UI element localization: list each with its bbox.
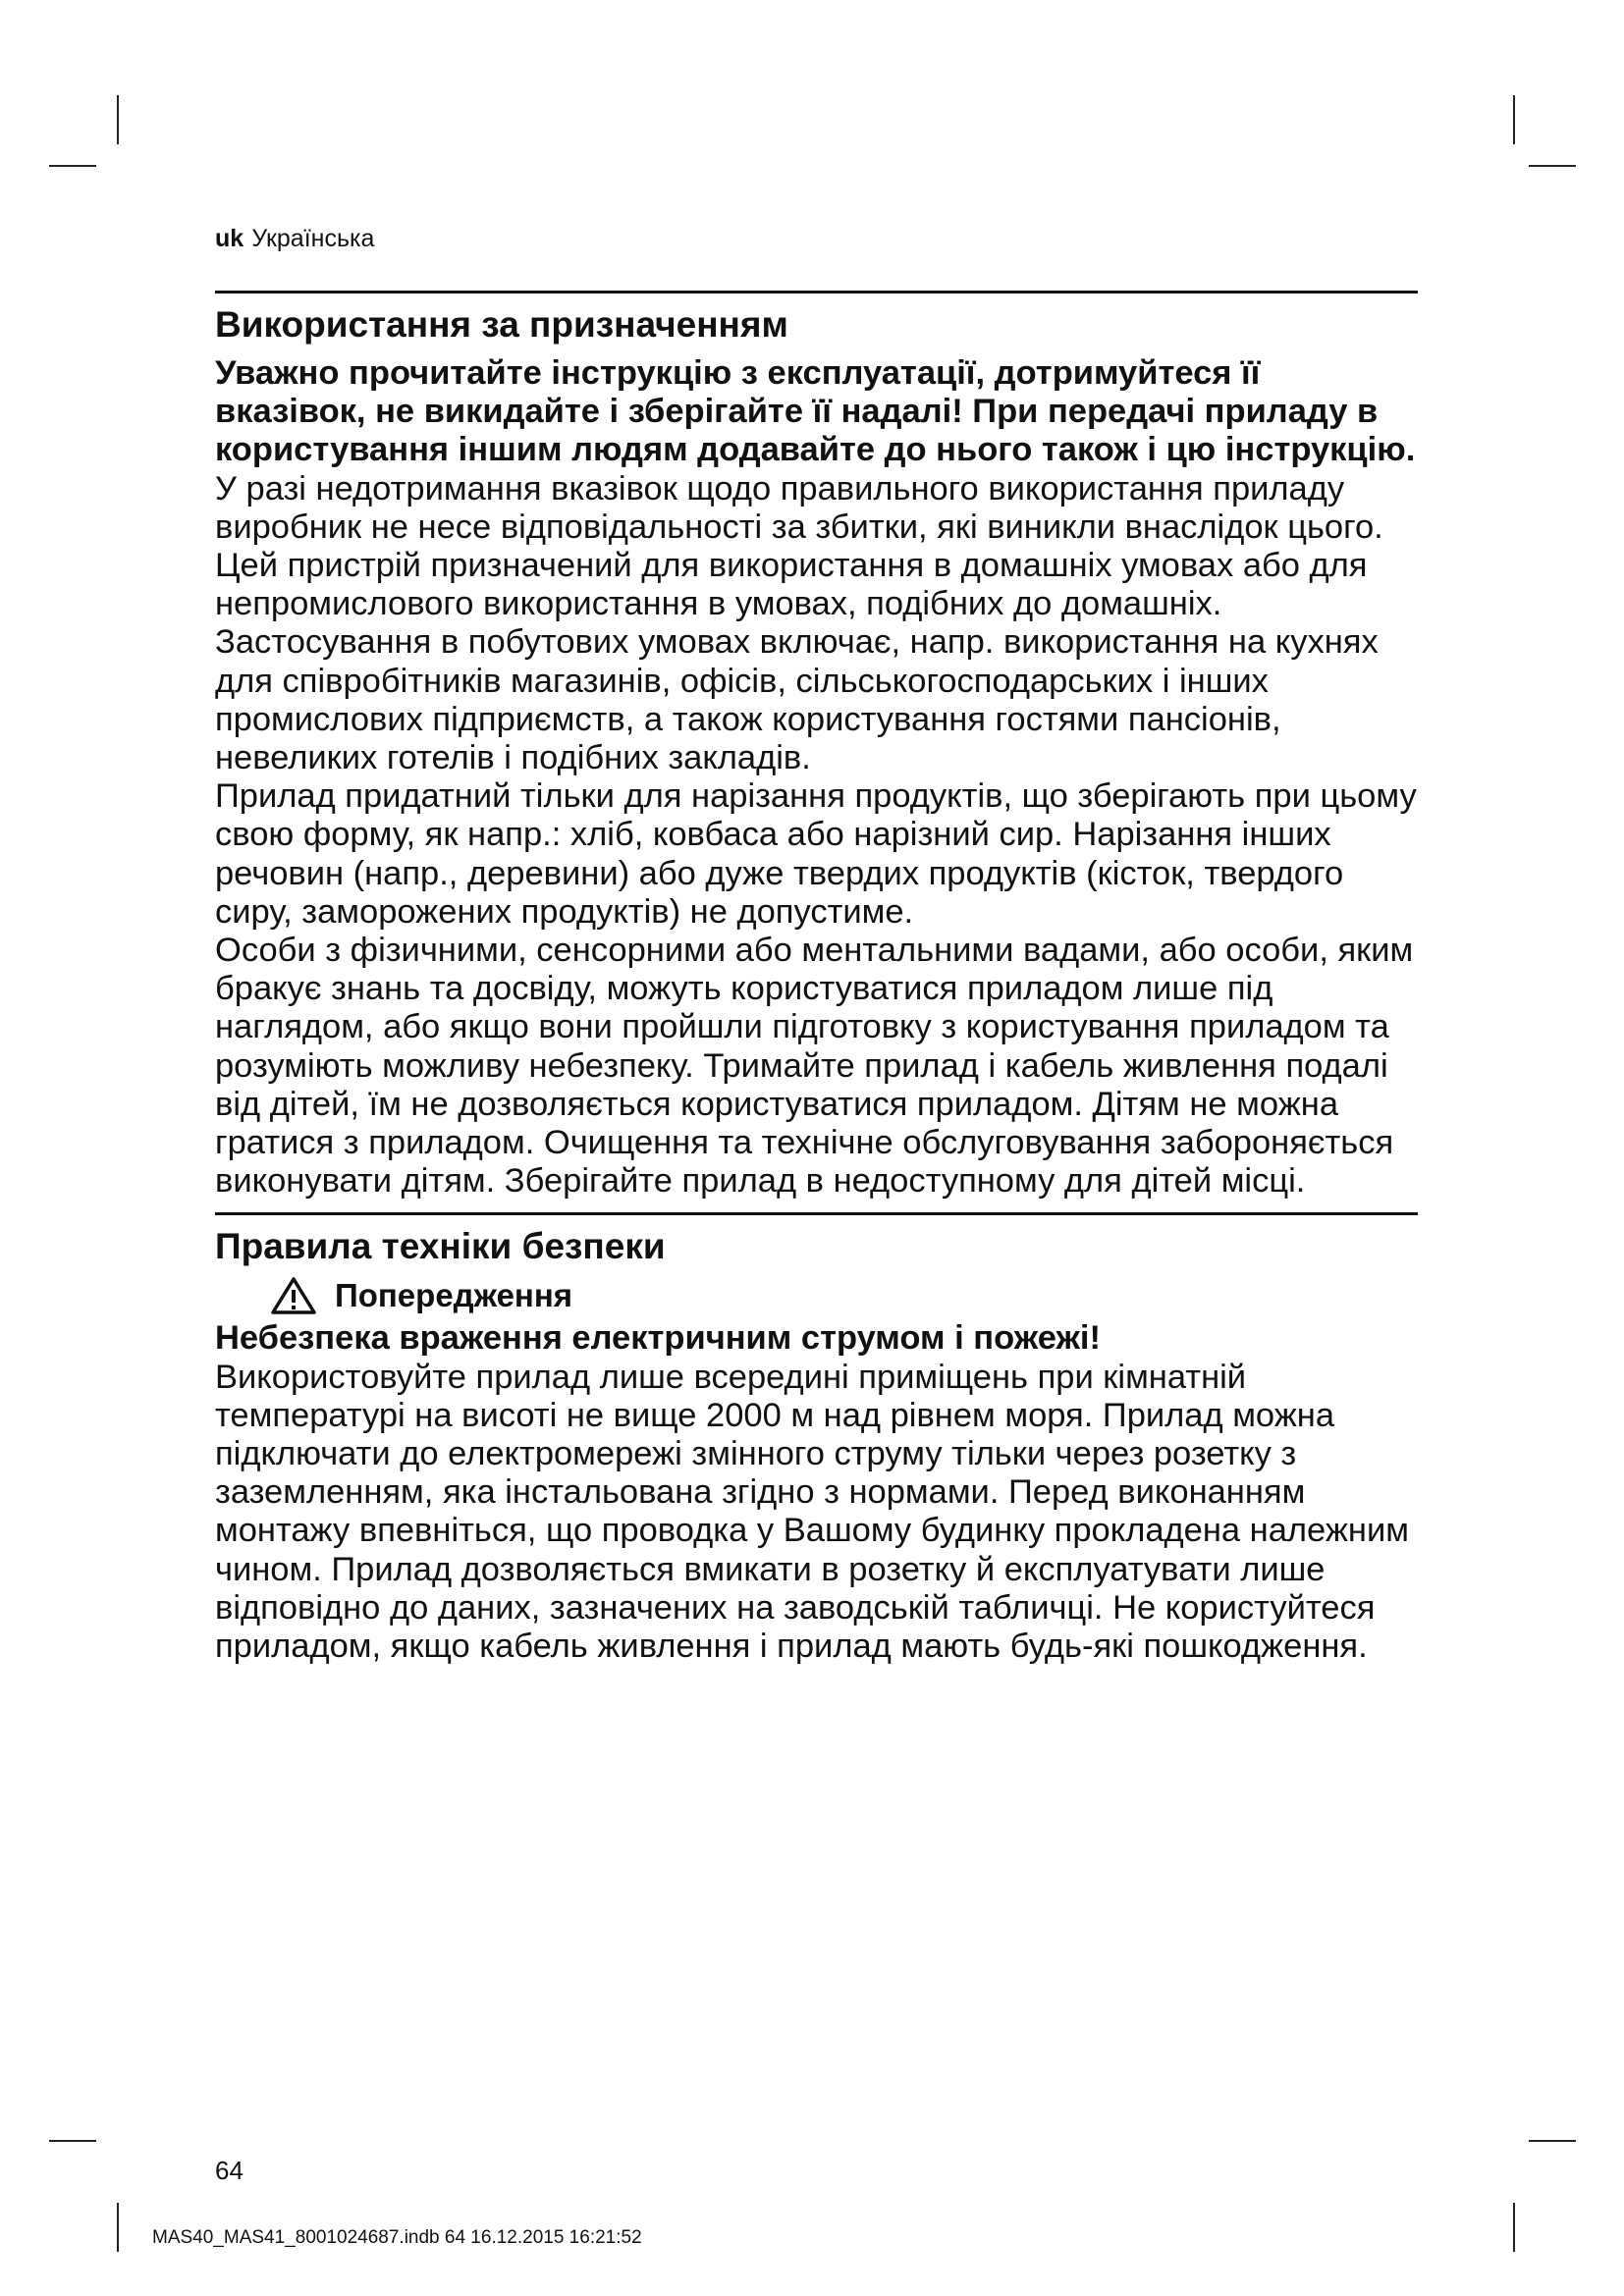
- section-body-intended-use: [215, 354, 1418, 1201]
- language-header: [215, 224, 1418, 253]
- language-name: Українська: [251, 225, 375, 252]
- section-divider: [215, 1212, 1418, 1215]
- warning-triangle-icon: [270, 1276, 317, 1315]
- page-number: 64: [215, 2156, 244, 2185]
- crop-mark: [117, 2203, 119, 2252]
- warning-text: Використовуйте прилад лише всередині приміщень при кімнатній температурі на висоті не вище 2000 м над рівнем моря. Прилад можна підключати до електромережі змінного струму тільки через розетку з заземленням, яка інстальована згідно з нормами. Перед виконанням монтажу впевніться, що проводка у Вашому будинку прокладена належним чином. Прилад дозволяється вмикати в розетку й експлуатувати лише відповідно до даних, зазначених на заводській табличці. Не користуйтеся приладом, якщо кабель живлення і прилад мають будь-які пошкодження.: [215, 1358, 1409, 1666]
- section-title-safety: Правила техніки безпеки: [215, 1226, 666, 1267]
- section-body-safety: [215, 1319, 1418, 1666]
- crop-mark: [1529, 2140, 1576, 2142]
- section-divider: [215, 291, 1418, 294]
- crop-mark: [1513, 95, 1515, 144]
- paragraph: Прилад придатний тільки для нарізання продуктів, що зберігають при цьому свою форму, як напр.: хліб, ковбаса або нарізний сир. Нарізання інших речовин (напр., деревини) або дуже твердих продуктів (кісток, твердого сиру, заморожених продуктів) не допустиме.: [215, 777, 1417, 931]
- crop-mark: [49, 2140, 96, 2142]
- warning-label-row: [270, 1276, 1418, 1315]
- print-footer: MAS40_MAS41_8001024687.indb 64 16.12.2015 16:21:52: [152, 2227, 642, 2248]
- section-title-intended-use: Використання за призначенням: [215, 304, 788, 345]
- crop-mark: [1513, 2203, 1515, 2252]
- warning-heading: Небезпека враження електричним струмом і пожежі!: [215, 1319, 1102, 1358]
- language-code: uk: [215, 225, 244, 252]
- bold-intro: Уважно прочитайте інструкцію з експлуатації, дотримуйтеся її вказівок, не викидайте і зберігайте її надалі! При передачі приладу в користування іншим людям додавайте до нього також і цю інструкцію.: [215, 354, 1416, 469]
- paragraph: У разі недотримання вказівок щодо правильного використання приладу виробник не несе відповідальності за збитки, які виникли внаслідок цього.: [215, 469, 1383, 546]
- warning-label: Попередження: [335, 1277, 573, 1314]
- crop-mark: [1529, 165, 1576, 167]
- crop-mark: [49, 165, 96, 167]
- page-content: [215, 224, 1418, 1666]
- crop-mark: [117, 95, 119, 144]
- paragraph: Цей пристрій призначений для використання в домашніх умовах або для непромислового використання в умовах, подібних до домашніх. Застосування в побутових умовах включає, напр. використання на кухнях для співробітників магазинів, офісів, сільськогосподарських і інших промислових підприємств, а також користування гостями пансіонів, невеликих готелів і подібних закладів.: [215, 547, 1379, 777]
- paragraph: Особи з фізичними, сенсорними або ментальними вадами, або особи, яким бракує знань та досвіду, можуть користуватися приладом лише під наглядом, або якщо вони пройшли підготовку з користування приладом та розуміють можливу небезпеку. Тримайте прилад і кабель живлення подалі від дітей, їм не дозволяється користуватися приладом. Дітям не можна гратися з приладом. Очищення та технічне обслуговування забороняється виконувати дітям. Зберігайте прилад в недоступному для дітей місці.: [215, 932, 1414, 1201]
